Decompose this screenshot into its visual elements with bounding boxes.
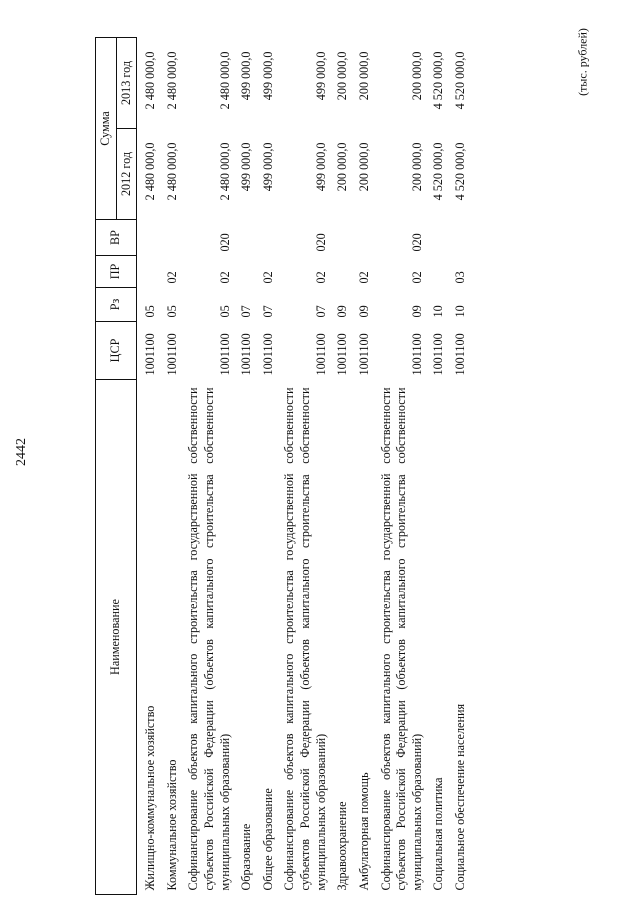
row-csr: 1001100 bbox=[143, 333, 158, 376]
row-vr bbox=[332, 220, 354, 256]
row-pr: 02 bbox=[313, 271, 328, 284]
row-sum-2013: 4 520 000,0 bbox=[452, 51, 467, 110]
row-vr: 020 bbox=[313, 233, 328, 252]
row-sum-2012: 200 000,0 bbox=[335, 142, 350, 192]
row-csr: 1001100 bbox=[217, 333, 232, 376]
row-rz: 09 bbox=[356, 305, 371, 318]
row-sum-2013: 499 000,0 bbox=[239, 51, 254, 101]
row-sum-2012: 200 000,0 bbox=[409, 142, 424, 192]
row-csr: 1001100 bbox=[356, 333, 371, 376]
header-rz: Рз bbox=[96, 288, 137, 322]
row-vr bbox=[162, 220, 184, 256]
page-number: 2442 bbox=[14, 438, 29, 466]
row-sum-2012: 2 480 000,0 bbox=[143, 142, 158, 201]
row-sum-2013: 4 520 000,0 bbox=[431, 51, 446, 110]
row-sum-2013: 2 480 000,0 bbox=[217, 51, 232, 110]
row-csr: 1001100 bbox=[260, 333, 275, 376]
row-pr bbox=[332, 256, 354, 288]
row-name: Образование bbox=[239, 823, 254, 891]
table-row bbox=[354, 37, 376, 894]
table-row bbox=[279, 37, 332, 894]
row-pr: 02 bbox=[217, 271, 232, 284]
table-row bbox=[183, 37, 236, 894]
row-sum-2013: 2 480 000,0 bbox=[164, 51, 179, 110]
row-rz: 07 bbox=[239, 305, 254, 318]
row-sum-2013: 200 000,0 bbox=[409, 51, 424, 101]
table-header bbox=[96, 37, 137, 894]
row-csr: 1001100 bbox=[313, 333, 328, 376]
row-rz: 09 bbox=[335, 305, 350, 318]
table-body bbox=[137, 37, 472, 894]
table-row bbox=[376, 37, 429, 894]
row-pr: 02 bbox=[409, 271, 424, 284]
row-vr bbox=[354, 220, 376, 256]
rotated-budget-table-container bbox=[95, 38, 595, 895]
row-name: Амбулаторная помощь bbox=[356, 772, 371, 891]
row-csr: 1001100 bbox=[239, 333, 254, 376]
row-csr: 1001100 bbox=[335, 333, 350, 376]
row-sum-2013: 499 000,0 bbox=[313, 51, 328, 101]
budget-table bbox=[95, 37, 472, 895]
header-sum: Сумма bbox=[96, 37, 117, 219]
row-sum-2012: 200 000,0 bbox=[356, 142, 371, 192]
row-csr: 1001100 bbox=[409, 333, 424, 376]
units-label: (тыс. рублей) bbox=[575, 28, 590, 96]
row-sum-2012: 499 000,0 bbox=[260, 142, 275, 192]
row-sum-2012: 2 480 000,0 bbox=[164, 142, 179, 201]
row-rz: 05 bbox=[164, 305, 179, 318]
row-name: Софинансирование объектов капитального строительства государственной собственности субъектов Российской Федерации (объектов капитального строительства собственности муниципальных образований) bbox=[186, 387, 232, 891]
row-rz: 10 bbox=[431, 305, 446, 318]
header-pr: ПР bbox=[96, 256, 137, 288]
row-pr: 03 bbox=[452, 271, 467, 284]
row-name: Софинансирование объектов капитального строительства государственной собственности субъектов Российской Федерации (объектов капитального строительства собственности муниципальных образований) bbox=[378, 387, 424, 891]
row-pr bbox=[137, 256, 162, 288]
row-csr: 1001100 bbox=[452, 333, 467, 376]
table-row bbox=[137, 37, 162, 894]
row-sum-2012: 2 480 000,0 bbox=[217, 142, 232, 201]
header-year-2012: 2012 год bbox=[116, 129, 137, 220]
row-sum-2013: 200 000,0 bbox=[356, 51, 371, 101]
row-csr: 1001100 bbox=[164, 333, 179, 376]
table-row bbox=[450, 37, 472, 894]
row-vr bbox=[428, 220, 450, 256]
row-pr: 02 bbox=[260, 271, 275, 284]
row-name: Жилищно-коммунальное хозяйство bbox=[143, 705, 158, 891]
table-row bbox=[332, 37, 354, 894]
table-row bbox=[428, 37, 450, 894]
row-name: Социальное обеспечение населения bbox=[452, 703, 467, 891]
row-vr bbox=[236, 220, 258, 256]
table-row bbox=[236, 37, 258, 894]
header-vr: ВР bbox=[96, 220, 137, 256]
row-sum-2012: 4 520 000,0 bbox=[452, 142, 467, 201]
row-pr: 02 bbox=[356, 271, 371, 284]
row-name: Социальная политика bbox=[431, 777, 446, 891]
table-row bbox=[162, 37, 184, 894]
header-csr: ЦСР bbox=[96, 322, 137, 380]
row-rz: 07 bbox=[313, 305, 328, 318]
header-name: Наименование bbox=[96, 380, 137, 895]
row-rz: 09 bbox=[409, 305, 424, 318]
row-sum-2012: 499 000,0 bbox=[313, 142, 328, 192]
row-name: Коммунальное хозяйство bbox=[164, 759, 179, 891]
row-rz: 10 bbox=[452, 305, 467, 318]
row-vr: 020 bbox=[409, 233, 424, 252]
row-name: Софинансирование объектов капитального строительства государственной собственности субъектов Российской Федерации (объектов капитального строительства собственности муниципальных образований) bbox=[282, 387, 328, 891]
row-vr bbox=[258, 220, 280, 256]
row-name: Здравоохранение bbox=[335, 801, 350, 891]
header-year-2013: 2013 год bbox=[116, 37, 137, 128]
row-sum-2012: 499 000,0 bbox=[239, 142, 254, 192]
row-vr bbox=[450, 220, 472, 256]
row-rz: 07 bbox=[260, 305, 275, 318]
row-pr bbox=[236, 256, 258, 288]
table-row bbox=[258, 37, 280, 894]
row-sum-2012: 4 520 000,0 bbox=[431, 142, 446, 201]
row-rz: 05 bbox=[143, 305, 158, 318]
row-pr bbox=[428, 256, 450, 288]
row-vr: 020 bbox=[217, 233, 232, 252]
row-sum-2013: 499 000,0 bbox=[260, 51, 275, 101]
row-sum-2013: 2 480 000,0 bbox=[143, 51, 158, 110]
row-name: Общее образование bbox=[260, 788, 275, 891]
row-sum-2013: 200 000,0 bbox=[335, 51, 350, 101]
row-rz: 05 bbox=[217, 305, 232, 318]
row-csr: 1001100 bbox=[431, 333, 446, 376]
row-vr bbox=[137, 220, 162, 256]
row-pr: 02 bbox=[164, 271, 179, 284]
